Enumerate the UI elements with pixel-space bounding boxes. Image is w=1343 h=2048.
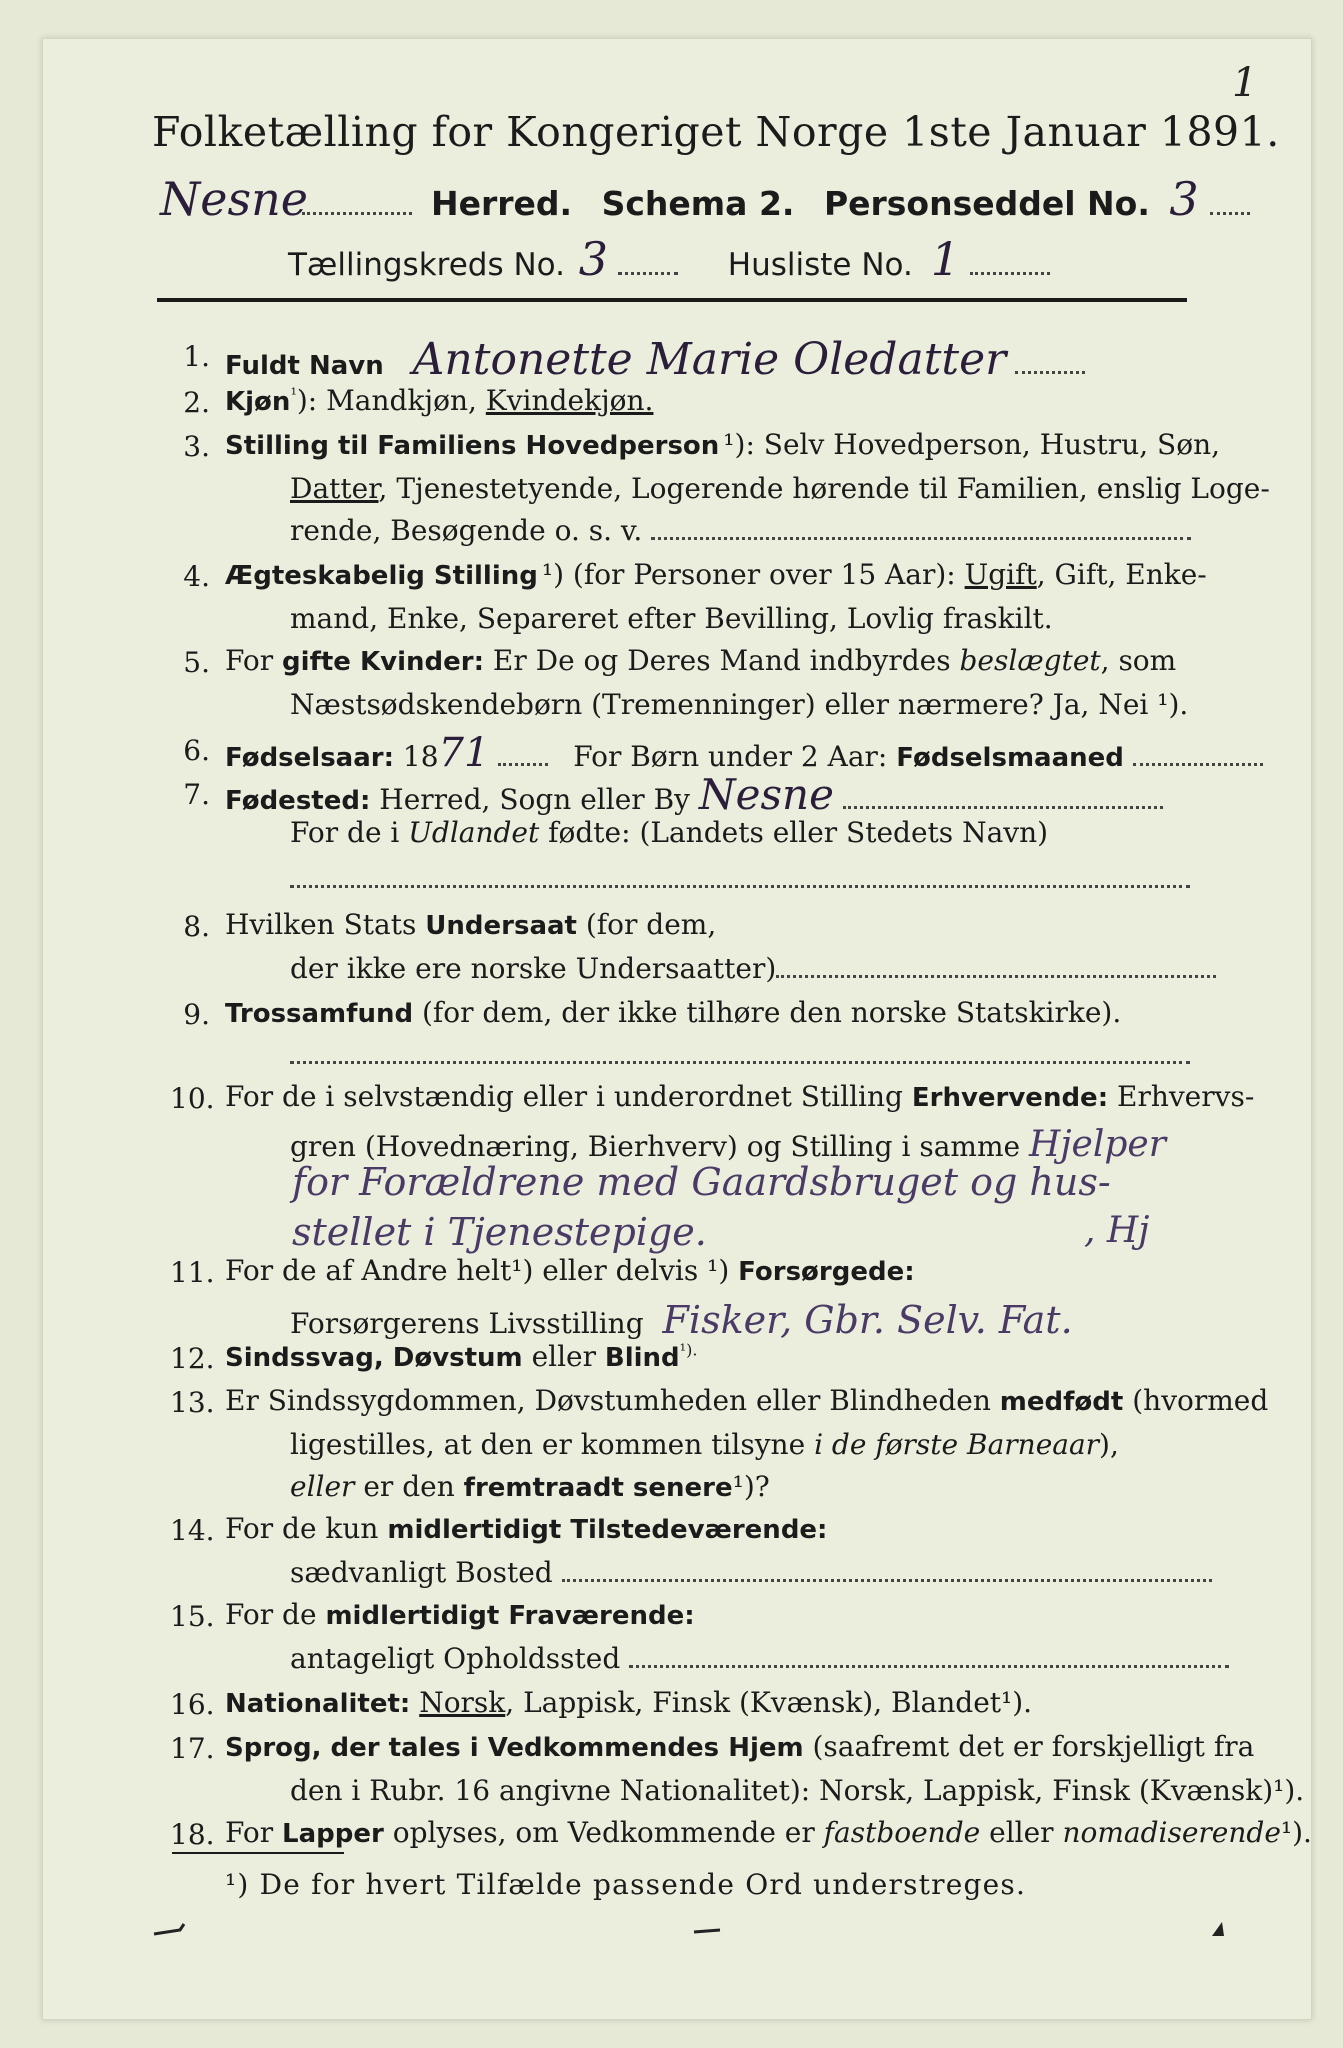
item-text: ¹) eller delvis ¹) xyxy=(511,1254,730,1287)
dotted-line xyxy=(651,536,1191,540)
year-prefix: 18 xyxy=(402,740,439,773)
item-label: medfødt xyxy=(999,1387,1124,1417)
item-label: Kjøn xyxy=(225,387,291,417)
item-label: Erhvervende: xyxy=(911,1083,1109,1113)
item-number: 11. xyxy=(170,1256,215,1289)
item-text: oplyses, om Vedkommende er xyxy=(392,1816,815,1849)
item-italic: fastboende xyxy=(823,1816,981,1849)
item-number: 18. xyxy=(170,1818,215,1851)
item-text: , Gift, Enke- xyxy=(1036,558,1207,591)
item-text: Næstsødskendebørn (Tremenninger) eller nærmere? Ja, Nei ¹). xyxy=(290,688,1189,721)
form-title: Folketælling for Kongeriget Norge 1ste Januar 1891. xyxy=(152,108,1280,156)
item-14-line-1 xyxy=(225,1512,827,1545)
dotted-line xyxy=(302,211,412,215)
item-13-line-1 xyxy=(225,1384,1268,1417)
registration-mark xyxy=(150,1920,190,1940)
municipality-handwritten: Nesne xyxy=(160,172,308,226)
item-text: der ikke ere norske Undersaatter) xyxy=(290,952,777,985)
item-text: For Børn under 2 Aar: xyxy=(573,740,888,773)
dotted-line xyxy=(618,271,678,275)
handwritten-occupation: Hjelper xyxy=(1029,1124,1166,1165)
item-label: midlertidigt Fraværende: xyxy=(325,1601,695,1631)
item-11-line-2 xyxy=(290,1298,1073,1342)
item-3-line-1 xyxy=(225,428,1220,461)
page-number: 1 xyxy=(1232,60,1258,106)
item-text: sædvanligt Bosted xyxy=(290,1556,553,1589)
item-text: For de i xyxy=(290,816,400,849)
footnote-ref: ¹ xyxy=(290,384,297,404)
personseddel-number: 3 xyxy=(1169,172,1199,226)
item-text: (for dem, xyxy=(585,908,717,941)
item-1-full-name xyxy=(225,334,1085,385)
item-label: Blind xyxy=(604,1343,680,1373)
item-text: eller xyxy=(531,1340,596,1373)
item-3-line-3 xyxy=(290,514,1191,547)
item-number: 1. xyxy=(183,340,210,373)
dotted-line xyxy=(629,1664,1229,1668)
underlined-option: Kvindekjøn. xyxy=(485,384,654,417)
footnote: ¹) De for hvert Tilfælde passende Ord understreges. xyxy=(225,1868,1027,1901)
footnote-ref: ¹). xyxy=(679,1340,698,1360)
item-text: For de i selvstændig eller i underordnet Stilling xyxy=(225,1080,903,1113)
dotted-line xyxy=(498,762,548,766)
item-number: 13. xyxy=(170,1386,215,1419)
item-text: ), xyxy=(1099,1428,1119,1461)
dotted-line xyxy=(1133,762,1263,766)
underlined-option: Datter xyxy=(290,472,379,505)
handwritten-birthplace: Nesne xyxy=(698,770,834,819)
item-text: mand, Enke, Separeret efter Bevilling, Lovlig fraskilt. xyxy=(290,602,1053,635)
item-label: Fødselsaar: xyxy=(225,743,394,773)
item-text: Forsørgerens Livsstilling xyxy=(290,1307,644,1340)
item-3-line-2 xyxy=(290,472,1270,505)
kreds-label: Tællingskreds No. xyxy=(288,247,565,283)
item-15-line-1 xyxy=(225,1598,695,1631)
item-label: Stilling til Familiens Hovedperson xyxy=(225,431,720,461)
item-10-line-2 xyxy=(290,1124,1166,1165)
item-13-line-2 xyxy=(290,1428,1119,1461)
header-municipality-row xyxy=(160,172,1250,226)
item-9-religion xyxy=(225,996,1121,1029)
item-text: ligestilles, at den er kommen tilsyne xyxy=(290,1428,806,1461)
item-text: ¹)? xyxy=(732,1470,770,1503)
item-label: Sprog, der tales i Vedkommendes Hjem xyxy=(225,1733,804,1763)
item-number: 15. xyxy=(170,1600,215,1633)
dotted-line xyxy=(776,974,1216,978)
item-number: 4. xyxy=(183,560,210,593)
husliste-label: Husliste No. xyxy=(727,247,913,283)
item-text: Erhvervs- xyxy=(1117,1080,1255,1113)
item-text: Er Sindssygdommen, Døvstumheden eller Blindheden xyxy=(225,1384,991,1417)
item-text: (saafremt det er forskjelligt fra xyxy=(812,1730,1255,1763)
item-7-line-2 xyxy=(290,816,1048,849)
item-12-disability xyxy=(225,1340,697,1373)
item-text: (for dem, der ikke tilhøre den norske Statskirke). xyxy=(422,996,1122,1029)
dotted-line xyxy=(290,884,1190,888)
handwritten-occupation: , Hj xyxy=(1084,1210,1150,1251)
header-divider xyxy=(157,298,1187,302)
item-16-nationality xyxy=(225,1686,1032,1719)
item-text: antageligt Opholdssted xyxy=(290,1642,621,1675)
item-label: Trossamfund xyxy=(225,999,414,1029)
item-text: (hvormed xyxy=(1132,1384,1269,1417)
item-text: rende, Besøgende o. s. v. xyxy=(290,514,643,547)
item-text: ¹): Selv Hovedperson, Hustru, Søn, xyxy=(723,428,1220,461)
underlined-option: Ugift xyxy=(964,558,1037,591)
handwritten-occupation: stellet i Tjenestepige. xyxy=(292,1210,707,1254)
item-italic: beslægtet xyxy=(959,644,1101,677)
item-text: For xyxy=(225,1816,274,1849)
item-label: Nationalitet: xyxy=(225,1689,411,1719)
registration-mark xyxy=(690,1922,730,1942)
item-5-line-1 xyxy=(225,644,1176,677)
item-number: 16. xyxy=(170,1688,215,1721)
item-11-line-1 xyxy=(225,1254,915,1287)
item-number: 10. xyxy=(170,1082,215,1115)
item-5-line-2 xyxy=(290,688,1188,721)
dotted-line xyxy=(970,271,1050,275)
item-15-line-2 xyxy=(290,1642,1229,1675)
husliste-number: 1 xyxy=(930,232,960,286)
item-text: , som xyxy=(1100,644,1177,677)
herred-label: Herred. xyxy=(431,184,573,223)
item-text: Herred, Sogn eller By xyxy=(379,783,690,816)
item-4-line-1 xyxy=(225,558,1207,591)
item-label: Fødselsmaaned xyxy=(896,743,1124,773)
item-label: Fødested: xyxy=(225,786,371,816)
dotted-line xyxy=(843,805,1163,809)
item-17-line-1 xyxy=(225,1730,1254,1763)
item-text: For xyxy=(225,644,274,677)
dotted-line xyxy=(1015,370,1085,374)
item-label: gifte Kvinder: xyxy=(282,647,484,677)
item-18-sami xyxy=(225,1816,1312,1849)
item-label: Ægteskabelig Stilling xyxy=(225,561,538,591)
item-label: Sindssvag, Døvstum xyxy=(225,1343,523,1373)
registration-mark xyxy=(1208,1918,1228,1940)
header-count-row xyxy=(288,232,1050,286)
item-label: Undersaat xyxy=(425,911,577,941)
item-label: fremtraadt senere xyxy=(463,1473,733,1503)
item-italic: eller xyxy=(290,1470,355,1503)
item-number: 5. xyxy=(183,646,210,679)
item-text: fødte: (Landets eller Stedets Navn) xyxy=(548,816,1049,849)
item-text: For de kun xyxy=(225,1512,379,1545)
item-italic: i de første Barneaar xyxy=(814,1428,1100,1461)
dotted-line xyxy=(562,1578,1212,1582)
item-number: 6. xyxy=(183,734,210,767)
personseddel-label: Personseddel No. xyxy=(823,184,1150,223)
item-text: den i Rubr. 16 angivne Nationalitet): Norsk, Lappisk, Finsk (Kvænsk)¹). xyxy=(290,1774,1305,1807)
item-number: 7. xyxy=(183,778,210,811)
footnote-divider xyxy=(172,1852,344,1854)
item-text: , Tjenestetyende, Logerende hørende til Familien, enslig Loge- xyxy=(378,472,1270,505)
handwritten-provider-occupation: Fisker, Gbr. Selv. Fat. xyxy=(662,1298,1073,1342)
item-text: ¹) (for Personer over 15 Aar): xyxy=(541,558,956,591)
item-number: 9. xyxy=(183,998,210,1031)
item-text: ): Mandkjøn, xyxy=(296,384,477,417)
item-10-line-1 xyxy=(225,1080,1254,1113)
dotted-line xyxy=(290,1060,1190,1064)
item-number: 12. xyxy=(170,1342,215,1375)
item-text: ¹). xyxy=(1280,1816,1312,1849)
kreds-number: 3 xyxy=(578,232,609,286)
item-text: Er De og Deres Mand indbyrdes xyxy=(492,644,951,677)
item-text: For de xyxy=(225,1598,317,1631)
handwritten-name: Antonette Marie Oledatter xyxy=(412,334,1007,385)
item-number: 8. xyxy=(183,910,210,943)
item-text: er den xyxy=(363,1470,455,1503)
item-4-line-2 xyxy=(290,602,1053,635)
item-text: Hvilken Stats xyxy=(225,908,417,941)
item-number: 3. xyxy=(183,430,210,463)
item-label: Lapper xyxy=(282,1819,384,1849)
underlined-option: Norsk xyxy=(419,1686,506,1719)
item-8-line-1 xyxy=(225,908,716,941)
item-7-line-1 xyxy=(225,770,1163,819)
handwritten-year: 71 xyxy=(438,730,490,776)
item-text: eller xyxy=(989,1816,1054,1849)
item-14-line-2 xyxy=(290,1556,1212,1589)
item-text: For de af Andre helt xyxy=(225,1254,512,1287)
item-17-line-2 xyxy=(290,1774,1304,1807)
item-label: midlertidigt Tilstedeværende: xyxy=(387,1515,828,1545)
item-text: , Lappisk, Finsk (Kvænsk), Blandet¹). xyxy=(505,1686,1033,1719)
item-number: 17. xyxy=(170,1732,215,1765)
item-italic: nomadiserende xyxy=(1062,1816,1281,1849)
item-number: 14. xyxy=(170,1514,215,1547)
item-label: Fuldt Navn xyxy=(225,351,384,381)
handwritten-occupation: for Forældrene med Gaardsbruget og hus- xyxy=(292,1160,1111,1204)
item-13-line-3 xyxy=(290,1470,770,1503)
item-label: Forsørgede: xyxy=(738,1257,915,1287)
item-2-sex xyxy=(225,384,653,417)
item-number: 2. xyxy=(183,386,210,419)
schema-label: Schema 2. xyxy=(601,184,795,223)
item-italic: Udlandet xyxy=(408,816,540,849)
item-8-line-2 xyxy=(290,952,1216,985)
dotted-line xyxy=(1210,211,1250,215)
item-text: gren (Hovednæring, Bierhverv) og Stilling i samme xyxy=(290,1130,1021,1163)
